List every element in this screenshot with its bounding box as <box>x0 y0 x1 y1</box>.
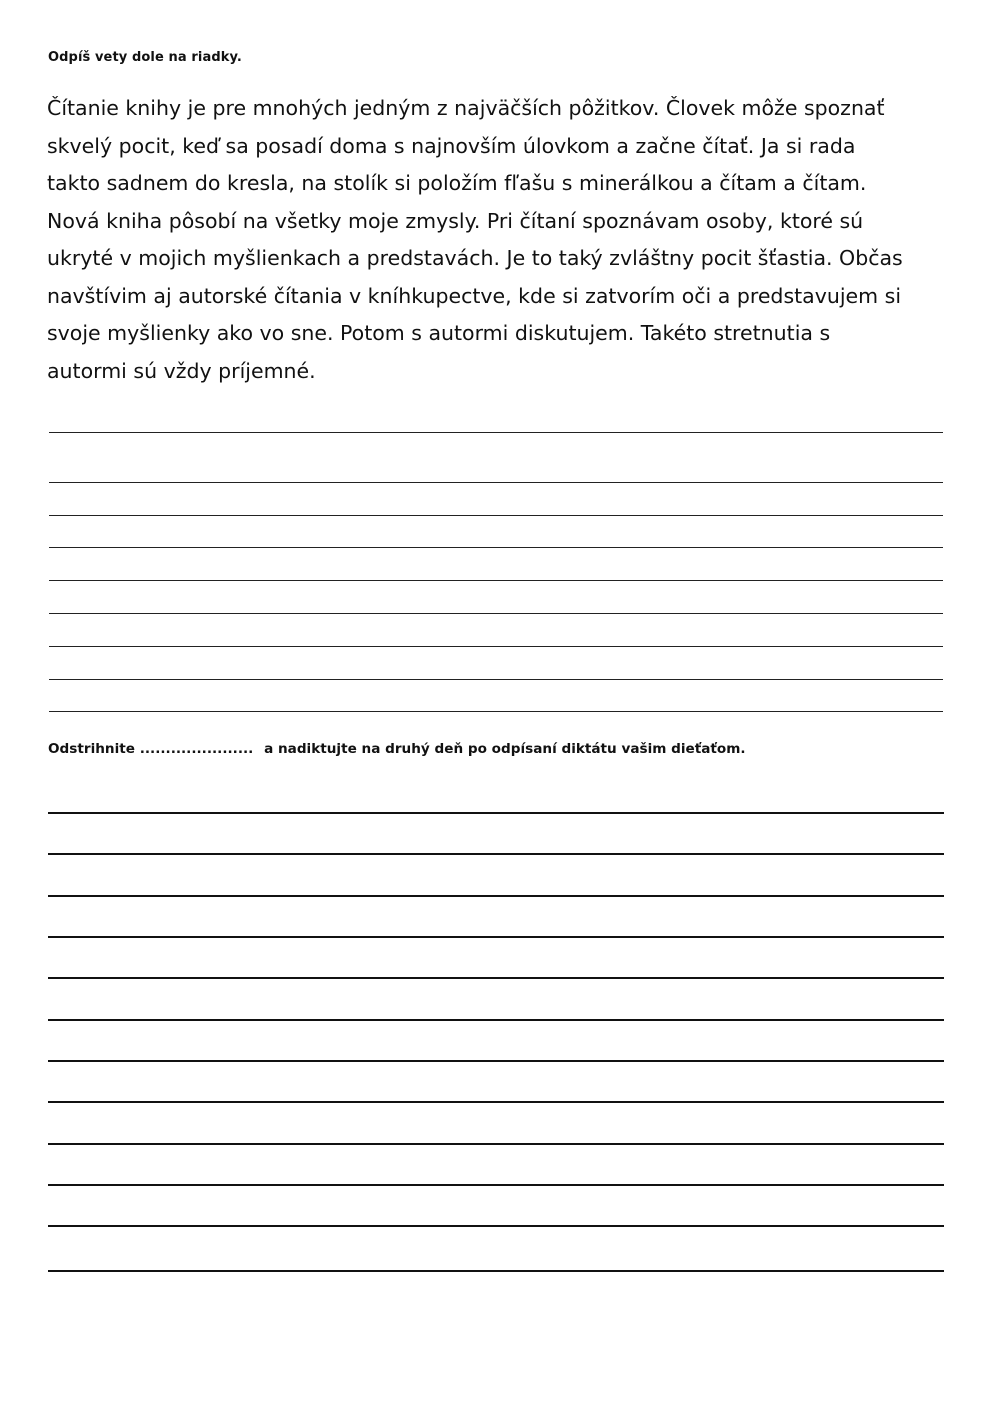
passage-line: ukryté v mojich myšlienkach a predstavách. Je to taký zvláštny pocit šťastia. Občas <box>47 246 903 270</box>
writing-line[interactable] <box>48 812 944 814</box>
writing-line[interactable] <box>48 1184 944 1186</box>
writing-line[interactable] <box>49 679 943 680</box>
dictation-instruction <box>48 741 746 757</box>
writing-line[interactable] <box>48 895 944 897</box>
writing-line[interactable] <box>49 646 943 647</box>
passage-line: takto sadnem do kresla, na stolík si položím fľašu s minerálkou a čítam a čítam. <box>47 171 867 195</box>
writing-line[interactable] <box>49 432 943 433</box>
passage <box>47 90 952 390</box>
writing-line[interactable] <box>49 580 943 581</box>
passage-line: navštívim aj autorské čítania v kníhkupectve, kde si zatvorím oči a predstavujem si <box>47 283 902 308</box>
passage-line: skvelý pocit, keď sa posadí doma s najnovším úlovkom a začne čítať. Ja si rada <box>47 133 856 158</box>
passage-line: Nová kniha pôsobí na všetky moje zmysly. Pri čítaní spoznávam osoby, ktoré sú <box>47 208 864 233</box>
writing-line[interactable] <box>48 1143 944 1145</box>
writing-line[interactable] <box>49 711 943 712</box>
dictation-instruction-part2: a nadiktujte na druhý deň po odpísaní diktátu vašim dieťaťom. <box>264 741 746 757</box>
writing-line[interactable] <box>48 1019 944 1021</box>
dictation-instruction-part1: Odstrihnite ...................... <box>48 741 254 757</box>
instruction-heading: Odpíš vety dole na riadky. <box>48 50 242 65</box>
writing-line[interactable] <box>48 853 944 855</box>
writing-line[interactable] <box>49 482 943 483</box>
writing-line[interactable] <box>48 1270 944 1272</box>
passage-line: autormi sú vždy príjemné. <box>47 358 316 383</box>
writing-line[interactable] <box>49 515 943 516</box>
writing-line[interactable] <box>48 1060 944 1062</box>
passage-line: Čítanie knihy je pre mnohých jedným z najväčších pôžitkov. Človek môže spoznať <box>47 96 885 120</box>
writing-line[interactable] <box>49 613 943 614</box>
writing-line[interactable] <box>48 936 944 938</box>
writing-line[interactable] <box>49 547 943 548</box>
writing-line[interactable] <box>48 977 944 979</box>
writing-line[interactable] <box>48 1101 944 1103</box>
passage-line: svoje myšlienky ako vo sne. Potom s autormi diskutujem. Takéto stretnutia s <box>47 321 831 345</box>
writing-line[interactable] <box>48 1225 944 1227</box>
